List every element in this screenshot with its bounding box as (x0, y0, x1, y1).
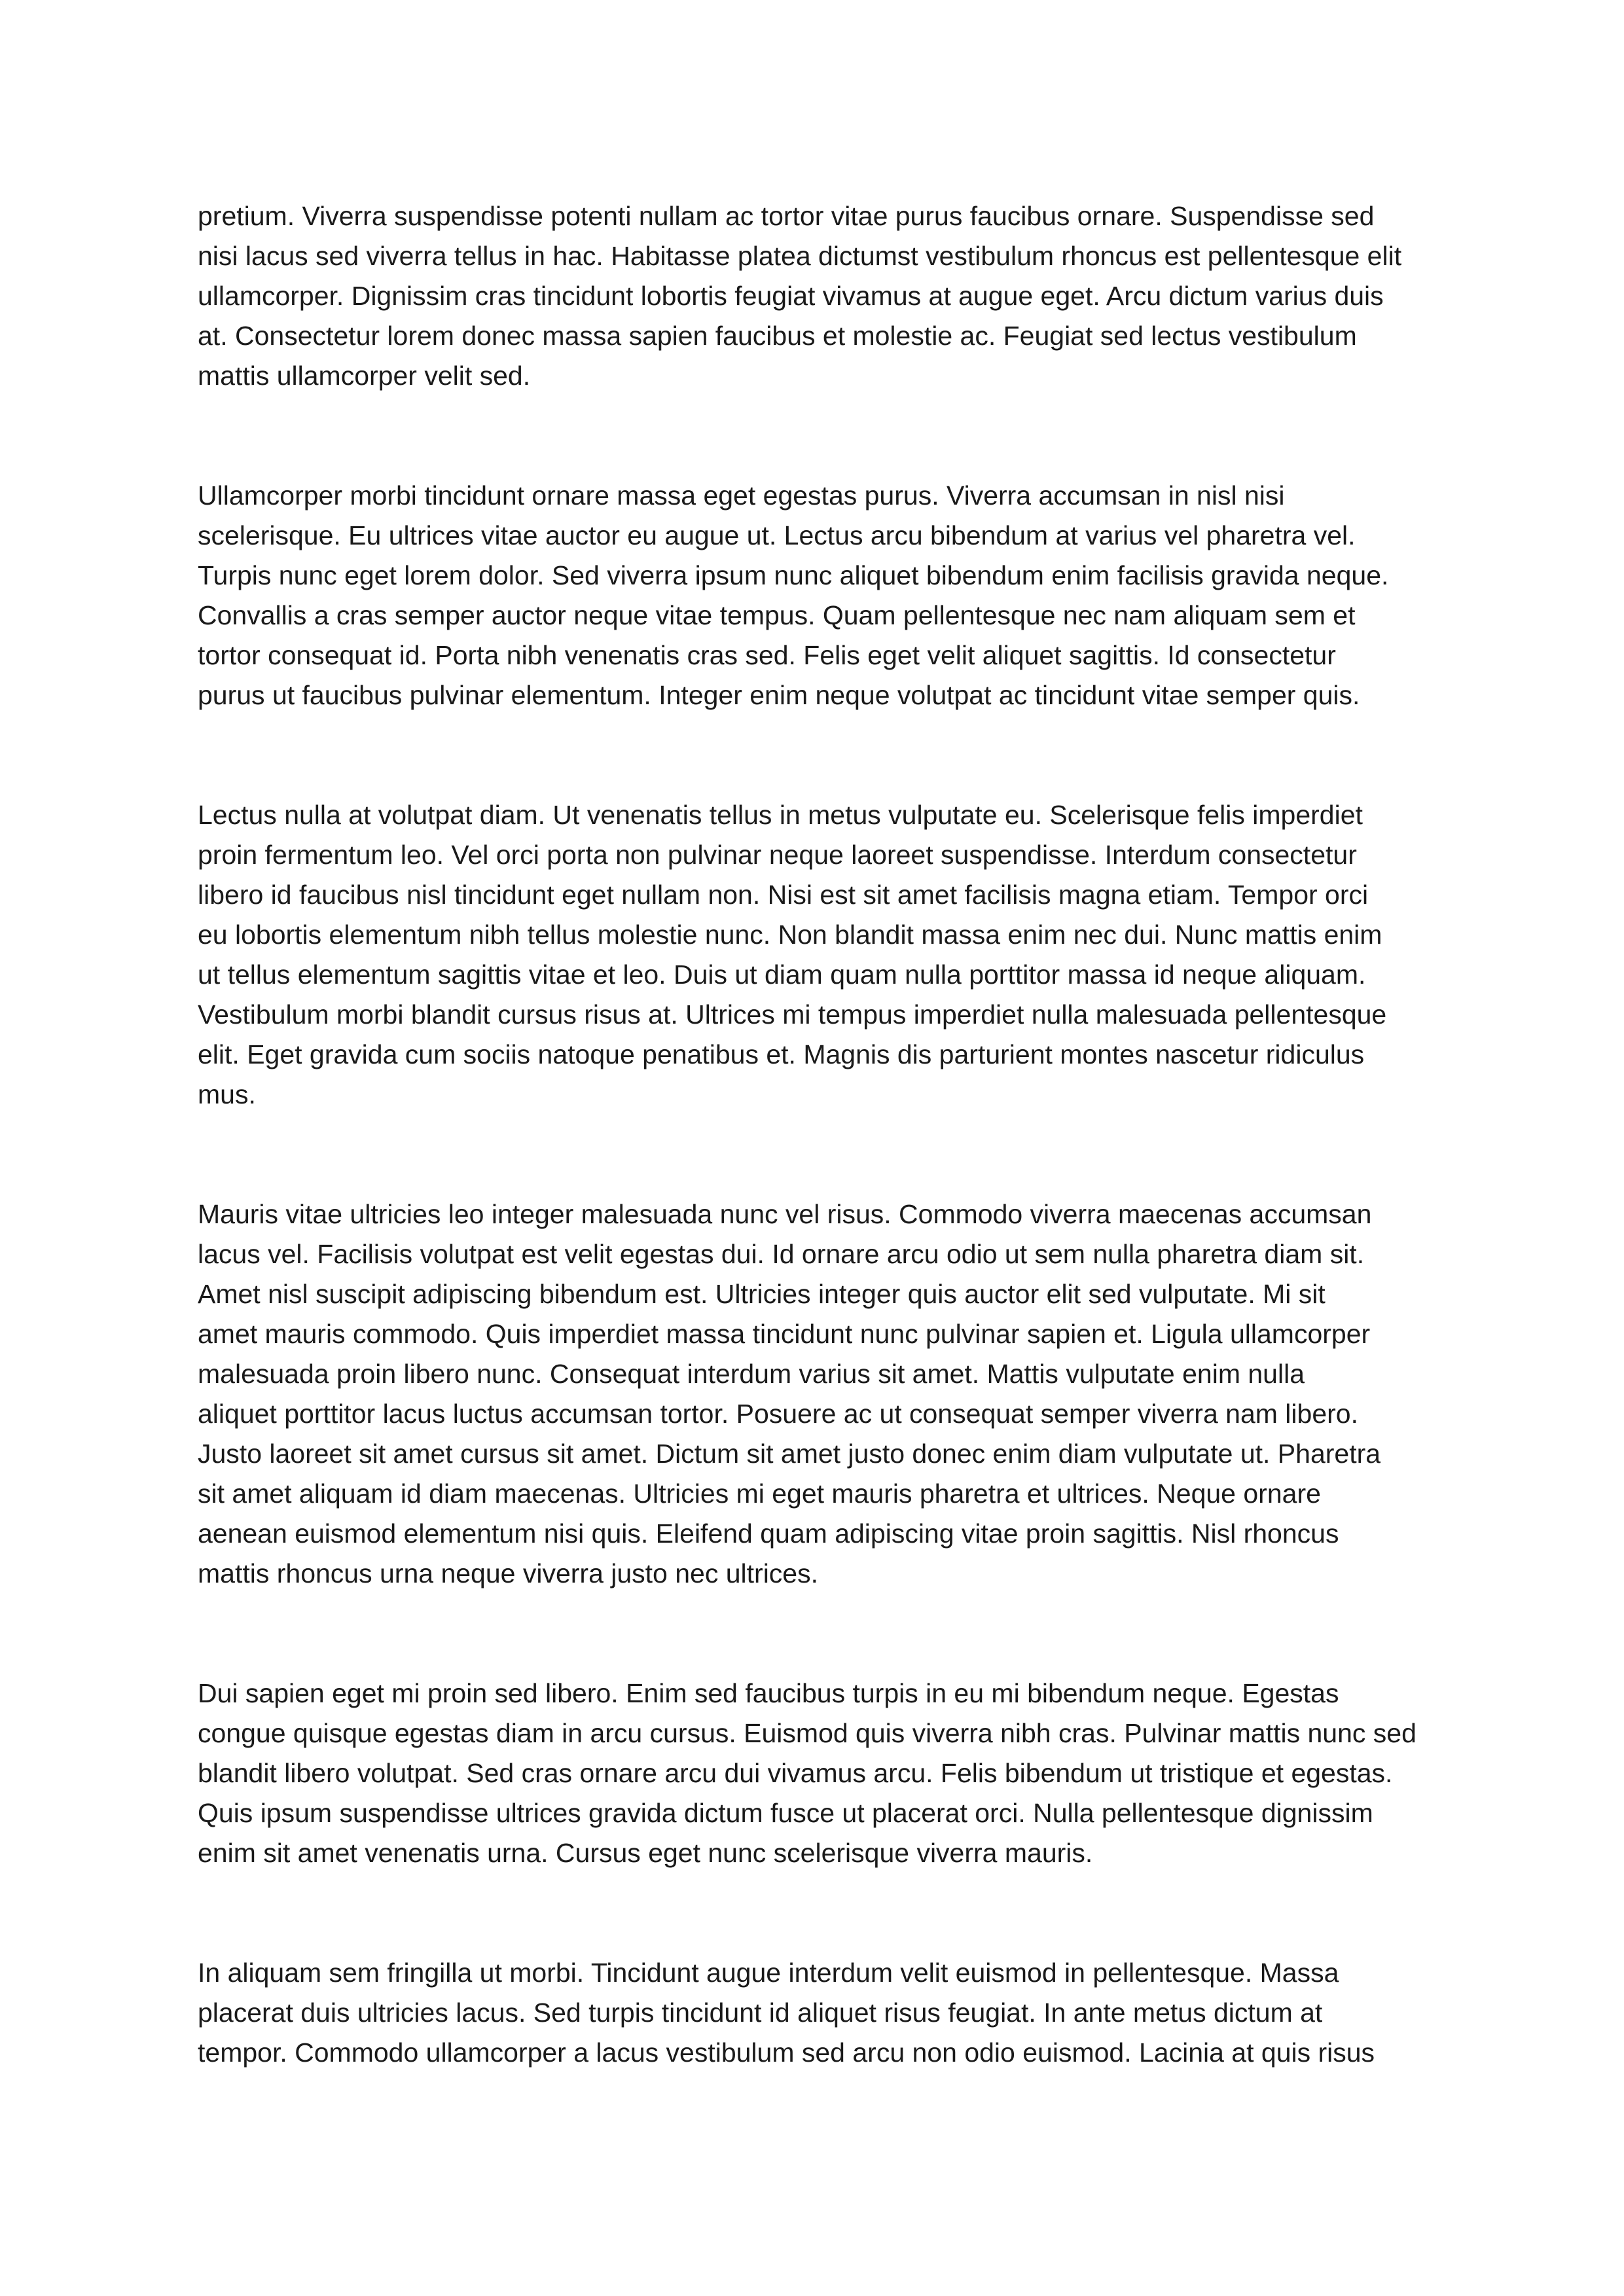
text-line: Lectus nulla at volutpat diam. Ut venenatis tellus in metus vulputate eu. Scelerisque felis imperdiet (198, 800, 1363, 830)
document-body (198, 196, 1429, 2073)
text-line: blandit libero volutpat. Sed cras ornare arcu dui vivamus arcu. Felis bibendum ut tristique et egestas. (198, 1758, 1393, 1788)
paragraph (198, 1674, 1429, 1873)
paragraph (198, 795, 1429, 1115)
text-line: sit amet aliquam id diam maecenas. Ultricies mi eget mauris pharetra et ultrices. Neque ornare (198, 1479, 1321, 1509)
text-line: libero id faucibus nisl tincidunt eget nullam non. Nisi est sit amet facilisis magna etiam. Tempor orci (198, 880, 1369, 910)
paragraph (198, 476, 1429, 715)
text-line: malesuada proin libero nunc. Consequat interdum varius sit amet. Mattis vulputate enim nulla (198, 1359, 1305, 1389)
text-line: In aliquam sem fringilla ut morbi. Tincidunt augue interdum velit euismod in pellentesque. Massa (198, 1958, 1339, 1988)
text-line: enim sit amet venenatis urna. Cursus eget nunc scelerisque viverra mauris. (198, 1838, 1093, 1868)
text-line: aliquet porttitor lacus luctus accumsan tortor. Posuere ac ut consequat semper viverra nam libero. (198, 1399, 1358, 1429)
text-line: Vestibulum morbi blandit cursus risus at. Ultrices mi tempus imperdiet nulla malesuada pellentesque (198, 999, 1387, 1030)
text-line: congue quisque egestas diam in arcu cursus. Euismod quis viverra nibh cras. Pulvinar mattis nunc sed (198, 1718, 1416, 1748)
text-line: nisi lacus sed viverra tellus in hac. Habitasse platea dictumst vestibulum rhoncus est pellentesque elit (198, 241, 1402, 271)
text-line: tortor consequat id. Porta nibh venenatis cras sed. Felis eget velit aliquet sagittis. Id consectetur (198, 640, 1336, 670)
text-line: mattis rhoncus urna neque viverra justo nec ultrices. (198, 1558, 819, 1588)
text-line: lacus vel. Facilisis volutpat est velit egestas dui. Id ornare arcu odio ut sem nulla pharetra diam sit. (198, 1239, 1365, 1269)
paragraph (198, 1953, 1429, 2073)
text-line: scelerisque. Eu ultrices vitae auctor eu augue ut. Lectus arcu bibendum at varius vel pharetra vel. (198, 520, 1356, 550)
text-line: Mauris vitae ultricies leo integer malesuada nunc vel risus. Commodo viverra maecenas accumsan (198, 1199, 1372, 1229)
text-line: tempor. Commodo ullamcorper a lacus vestibulum sed arcu non odio euismod. Lacinia at quis risus (198, 2037, 1375, 2068)
text-line: Amet nisl suscipit adipiscing bibendum est. Ultricies integer quis auctor elit sed vulputate. Mi sit (198, 1279, 1326, 1309)
text-line: elit. Eget gravida cum sociis natoque penatibus et. Magnis dis parturient montes nascetur ridiculus (198, 1039, 1365, 1069)
text-line: aenean euismod elementum nisi quis. Eleifend quam adipiscing vitae proin sagittis. Nisl rhoncus (198, 1518, 1339, 1549)
text-line: ullamcorper. Dignissim cras tincidunt lobortis feugiat vivamus at augue eget. Arcu dictum varius duis (198, 281, 1384, 311)
text-line: Dui sapien eget mi proin sed libero. Enim sed faucibus turpis in eu mi bibendum neque. Egestas (198, 1678, 1339, 1708)
paragraph (198, 196, 1429, 396)
text-line: purus ut faucibus pulvinar elementum. Integer enim neque volutpat ac tincidunt vitae semper quis. (198, 680, 1360, 710)
text-line: Quis ipsum suspendisse ultrices gravida dictum fusce ut placerat orci. Nulla pellentesque dignissim (198, 1798, 1373, 1828)
text-line: Convallis a cras semper auctor neque vitae tempus. Quam pellentesque nec nam aliquam sem et (198, 600, 1356, 630)
text-line: pretium. Viverra suspendisse potenti nullam ac tortor vitae purus faucibus ornare. Suspendisse sed (198, 201, 1375, 231)
text-line: mus. (198, 1079, 256, 1109)
paragraph (198, 1194, 1429, 1594)
text-line: proin fermentum leo. Vel orci porta non pulvinar neque laoreet suspendisse. Interdum consectetur (198, 840, 1357, 870)
text-line: Ullamcorper morbi tincidunt ornare massa eget egestas purus. Viverra accumsan in nisl nisi (198, 480, 1285, 511)
text-line: amet mauris commodo. Quis imperdiet massa tincidunt nunc pulvinar sapien et. Ligula ullamcorper (198, 1319, 1371, 1349)
text-line: Justo laoreet sit amet cursus sit amet. Dictum sit amet justo donec enim diam vulputate ut. Pharetra (198, 1439, 1381, 1469)
text-line: eu lobortis elementum nibh tellus molestie nunc. Non blandit massa enim nec dui. Nunc mattis enim (198, 920, 1382, 950)
text-line: placerat duis ultricies lacus. Sed turpis tincidunt id aliquet risus feugiat. In ante metus dictum at (198, 1998, 1323, 2028)
text-line: ut tellus elementum sagittis vitae et leo. Duis ut diam quam nulla porttitor massa id neque aliquam. (198, 960, 1366, 990)
text-line: at. Consectetur lorem donec massa sapien faucibus et molestie ac. Feugiat sed lectus vestibulum (198, 321, 1357, 351)
text-line: Turpis nunc eget lorem dolor. Sed viverra ipsum nunc aliquet bibendum enim facilisis gravida neque. (198, 560, 1389, 590)
text-line: mattis ullamcorper velit sed. (198, 361, 531, 391)
